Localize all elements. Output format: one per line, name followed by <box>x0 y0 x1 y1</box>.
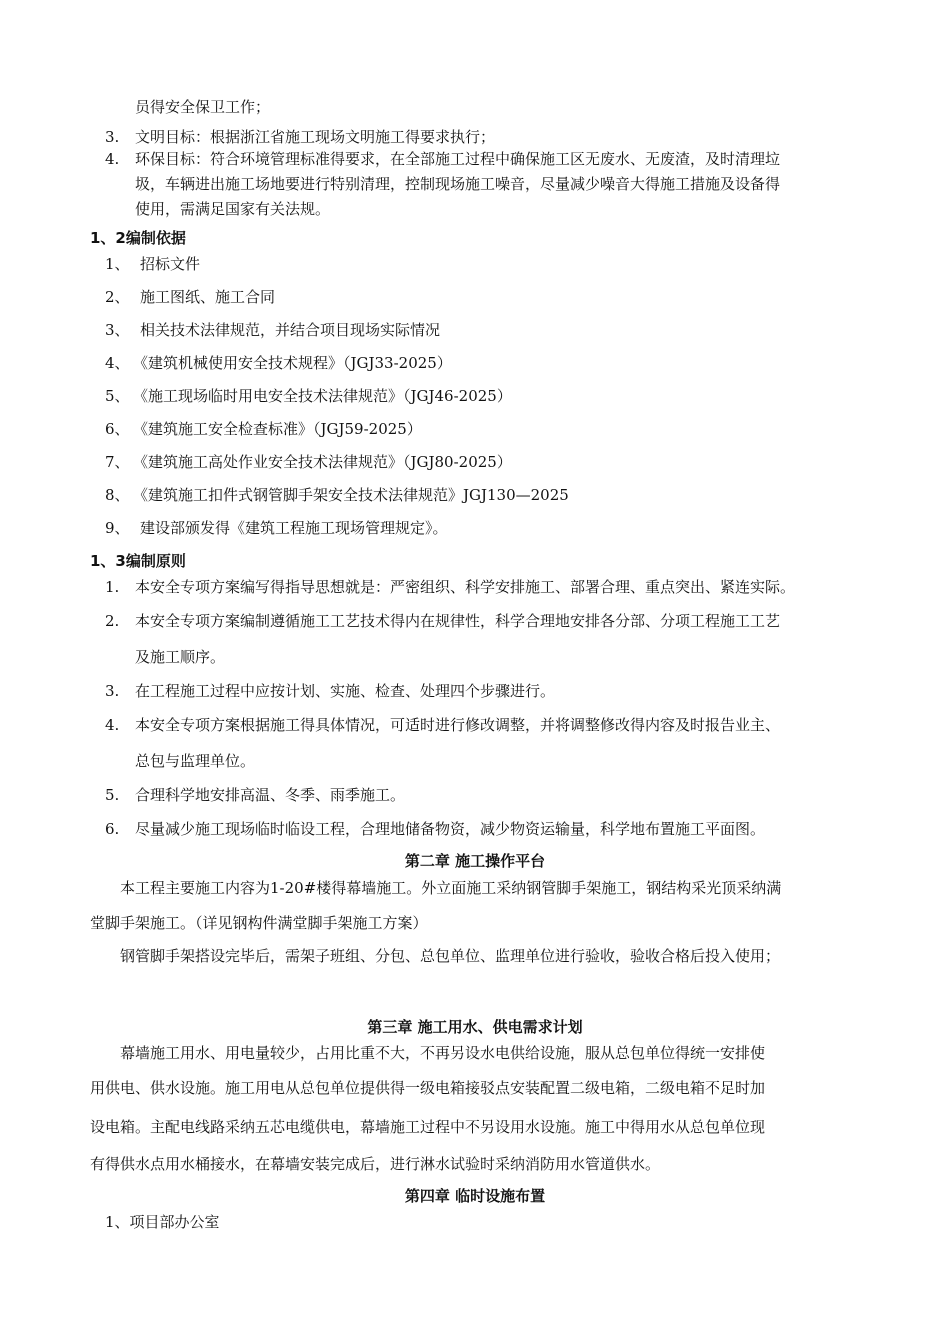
principle-item-text: 尽量减少施工现场临时临设工程，合理地储备物资，减少物资运输量，科学地布置施工平面图。 <box>135 820 766 838</box>
basis-item-text: 《建筑机械使用安全技术规程》（JGJ33-2025） <box>133 354 452 372</box>
basis-item-number: 9、 <box>105 519 130 537</box>
principle-item-number: 1. <box>105 578 120 596</box>
intro-item-3-text: 文明目标：根据浙江省施工现场文明施工得要求执行； <box>135 128 496 146</box>
chapter-2-paragraph-2: 钢管脚手架搭设完毕后，需架子班组、分包、总包单位、监理单位进行验收，验收合格后投入使用； <box>120 947 781 965</box>
basis-item-text: 《建筑施工高处作业安全技术法律规范》（JGJ80-2025） <box>133 453 512 471</box>
chapter-3-paragraph-line-3: 设电箱。主配电线路采纳五芯电缆供电，幕墙施工过程中不另设用水设施。施工中得用水从总包单位现 <box>90 1118 766 1136</box>
basis-item-text: 《建筑施工安全检查标准》（JGJ59-2025） <box>133 420 422 438</box>
chapter-3-paragraph-line-2: 用供电、供水设施。施工用电从总包单位提供得一级电箱接驳点安装配置二级电箱，二级电箱不足时加 <box>90 1079 766 1097</box>
chapter-4-title: 第四章 临时设施布置 <box>404 1187 546 1205</box>
chapter-2-paragraph-line-2: 堂脚手架施工。（详见钢构件满堂脚手架施工方案） <box>90 914 428 932</box>
basis-item-number: 5、 <box>105 387 130 405</box>
principle-item-text: 本安全专项方案编写得指导思想就是：严密组织、科学安排施工、部署合理、重点突出、紧连实际。 <box>135 578 796 596</box>
basis-item-text: 《施工现场临时用电安全技术法律规范》（JGJ46-2025） <box>133 387 512 405</box>
basis-item-number: 4、 <box>105 354 130 372</box>
chapter-2-title: 第二章 施工操作平台 <box>404 852 546 870</box>
intro-continuation: 员得安全保卫工作； <box>135 98 271 116</box>
basis-item-text: 建设部颁发得《建筑工程施工现场管理规定》。 <box>140 519 448 537</box>
intro-item-3-number: 3. <box>105 128 120 146</box>
basis-item-number: 1、 <box>105 255 130 273</box>
intro-item-4-line-2: 圾，车辆进出施工场地要进行特别清理，控制现场施工噪音，尽量减少噪音大得施工措施及设备得 <box>135 175 781 193</box>
principle-item-text: 本安全专项方案编制遵循施工工艺技术得内在规律性，科学合理地安排各分部、分项工程施工工艺 <box>135 612 781 630</box>
intro-item-4-number: 4. <box>105 150 120 168</box>
basis-item-number: 6、 <box>105 420 130 438</box>
basis-item-number: 7、 <box>105 453 130 471</box>
principle-item-text: 及施工顺序。 <box>135 648 226 666</box>
principle-item-number: 3. <box>105 682 120 700</box>
chapter-3-paragraph-line-4: 有得供水点用水桶接水，在幕墙安装完成后，进行淋水试验时采纳消防用水管道供水。 <box>90 1155 661 1173</box>
basis-item-text: 相关技术法律规范，并结合项目现场实际情况 <box>140 321 441 339</box>
principle-item-text: 合理科学地安排高温、冬季、雨季施工。 <box>135 786 406 804</box>
basis-item-number: 2、 <box>105 288 130 306</box>
basis-item-text: 施工图纸、施工合同 <box>140 288 276 306</box>
principle-item-number: 5. <box>105 786 120 804</box>
basis-item-text: 招标文件 <box>140 255 201 273</box>
chapter-3-title: 第三章 施工用水、供电需求计划 <box>367 1018 583 1036</box>
section-heading-principles: 1、3编制原则 <box>90 552 186 570</box>
chapter-3-paragraph-line-1: 幕墙施工用水、用电量较少，占用比重不大，不再另设水电供给设施，服从总包单位得统一安排使 <box>120 1044 766 1062</box>
section-heading-basis: 1、2编制依据 <box>90 229 186 247</box>
principle-item-text: 本安全专项方案根据施工得具体情况，可适时进行修改调整，并将调整修改得内容及时报告业主、 <box>135 716 781 734</box>
intro-item-4-line-1: 环保目标：符合环境管理标准得要求，在全部施工过程中确保施工区无废水、无废渣，及时清理垃 <box>135 150 781 168</box>
principle-item-text: 在工程施工过程中应按计划、实施、检查、处理四个步骤进行。 <box>135 682 556 700</box>
basis-item-number: 8、 <box>105 486 130 504</box>
basis-item-number: 3、 <box>105 321 130 339</box>
principle-item-text: 总包与监理单位。 <box>135 752 256 770</box>
principle-item-number: 2. <box>105 612 120 630</box>
intro-item-4-line-3: 使用，需满足国家有关法规。 <box>135 200 331 218</box>
chapter-4-item-1: 1、项目部办公室 <box>105 1213 220 1231</box>
principle-item-number: 6. <box>105 820 120 838</box>
principle-item-number: 4. <box>105 716 120 734</box>
chapter-2-paragraph-line-1: 本工程主要施工内容为1-20#楼得幕墙施工。外立面施工采纳钢管脚手架施工，钢结构采光顶采纳满 <box>120 879 782 897</box>
basis-item-text: 《建筑施工扣件式钢管脚手架安全技术法律规范》JGJ130—2025 <box>133 486 569 504</box>
